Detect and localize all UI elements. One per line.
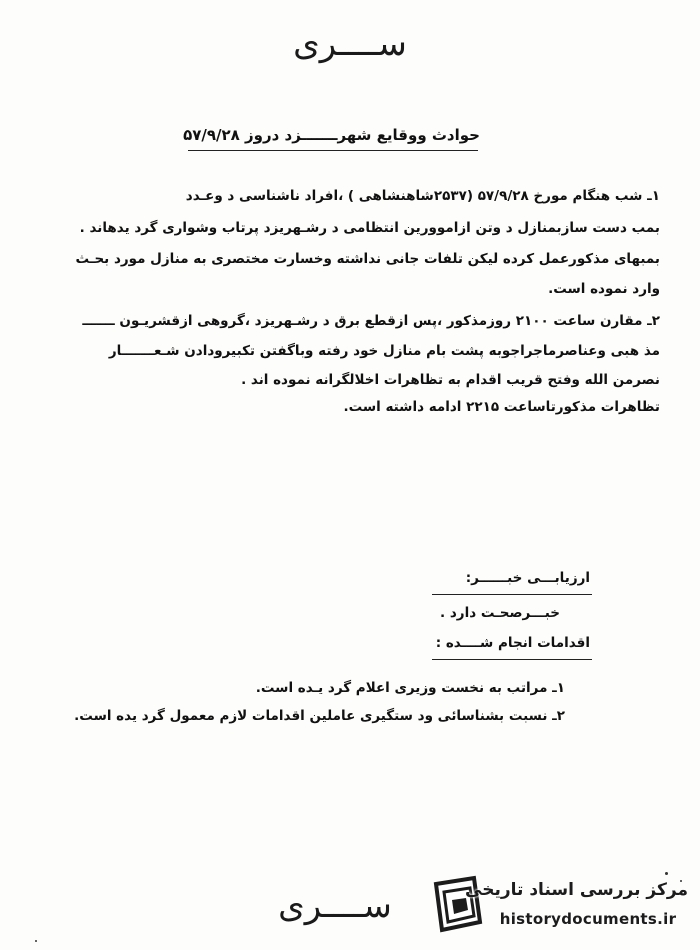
top-classification-stamp: ســــری [293,24,407,64]
watermark-name: مرکز بررسی اسناد تاریخی [465,880,688,900]
watermark-url: historydocuments.ir [499,910,677,928]
archive-watermark [430,866,695,946]
evaluation-text: خبـــرصحـت دارد . [440,605,560,621]
title-underline [188,150,478,151]
report-title: حوادث ووقایع شهرـــــــزد دروز ۵۷/۹/۲۸ [183,126,480,144]
report-line-8: تظاهرات مذکورتاساعت ۲۲۱۵ ادامه داشته است. [343,399,660,415]
report-line-7: نصرمن الله وفتح قریب اقدام به تظاهرات اخلالگرانه نموده اند . [241,372,660,388]
report-line-3: بمبهای مذکورعمل کرده لیکن تلفات جانی نداشته وخسارت مختصری به منازل مورد بحـث [75,251,660,267]
evaluation-heading: ارزیابـــی خبــــــر: [465,570,590,586]
report-line-6: مذ هبی وعناصرماجراجوبه پشت بام منازل خود رفته وباگفتن تکبیرودادن شـعـــــــار [108,343,660,359]
action-item-1: ۱ـ مراتب به نخست وزیری اعلام گرد یـده است. [255,680,565,696]
scan-speck [35,940,37,942]
actions-heading-underline [432,659,592,660]
actions-heading: اقدامات انجام شــــده : [435,635,590,651]
report-line-5: ۲ـ مقارن ساعت ۲۱۰۰ روزمذکور ،پس ازقطع برق د رشـهریزد ،گروهی ازقشریـون ـــــــ [82,313,660,329]
bottom-classification-stamp: ســــری [278,886,392,926]
report-line-2: بمب دست سازبمنازل د وتن ازاموورین انتظامی د رشـهریزد پرتاب وشواری گرد یدهاند . [79,220,660,236]
evaluation-heading-underline [432,594,592,595]
report-line-1: ۱ـ شب هنگام مورخ ۵۷/۹/۲۸ (۲۵۳۷شاهنشاهی ) ،افراد ناشناسی د وعـدد [185,188,660,204]
action-item-2: ۲ـ نسبت بشناسائی ود ستگیری عاملین اقدامات لازم معمول گرد یده است. [74,708,565,724]
report-line-4: وارد نموده است. [548,281,660,297]
